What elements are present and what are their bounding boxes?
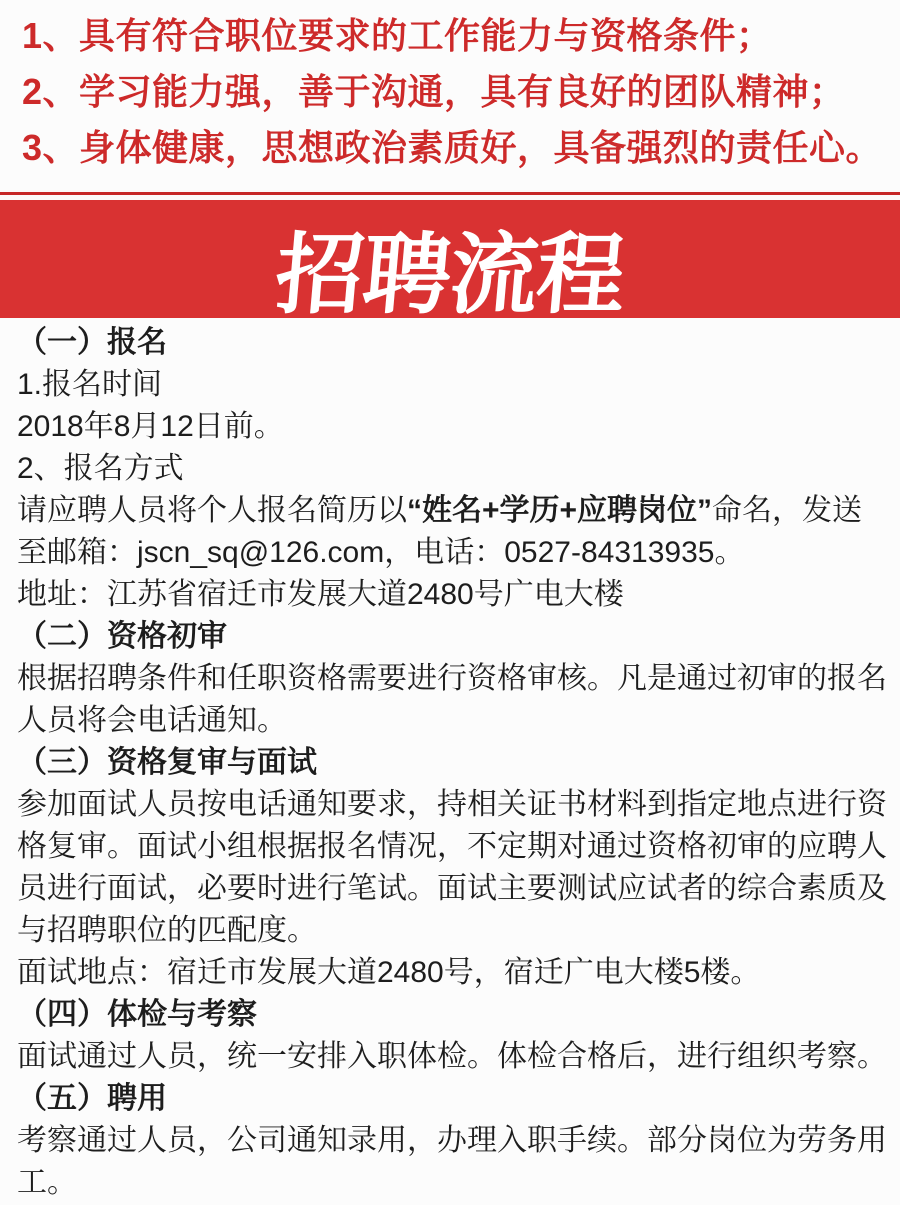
process-line — [17, 868, 887, 910]
text-segment: （三）资格复审与面试 — [17, 746, 317, 779]
process-line — [17, 448, 887, 490]
divider-line — [0, 192, 900, 195]
text-segment: 至邮箱：jscn_sq@126.com，电话：0527-84313935。 — [17, 536, 745, 569]
process-line — [17, 910, 887, 952]
text-segment: 2018年8月12日前。 — [17, 410, 284, 443]
text-segment: 参加面试人员按电话通知要求，持相关证书材料到指定地点进行资 — [17, 788, 887, 821]
process-section — [0, 318, 900, 1204]
process-line — [17, 658, 887, 700]
text-segment: 请应聘人员将个人报名简历以 — [17, 494, 407, 527]
process-line — [17, 574, 887, 616]
text-segment: 地址：江苏省宿迁市发展大道2480号广电大楼 — [17, 578, 624, 611]
process-line — [17, 1036, 887, 1078]
text-segment: “姓名+学历+应聘岗位” — [407, 494, 713, 527]
text-segment: 命名，发送 — [712, 494, 863, 527]
process-line — [17, 364, 887, 406]
text-segment: （二）资格初审 — [17, 620, 227, 653]
text-segment: （一）报名 — [17, 326, 167, 359]
process-line — [17, 490, 887, 532]
text-segment: 考察通过人员，公司通知录用，办理入职手续。部分岗位为劳务用 — [17, 1124, 887, 1157]
text-segment: 2、报名方式 — [17, 452, 184, 485]
text-segment: 面试地点：宿迁市发展大道2480号，宿迁广电大楼5楼。 — [17, 956, 761, 989]
text-segment: 与招聘职位的匹配度。 — [17, 914, 317, 947]
text-segment: 1.报名时间 — [17, 368, 163, 401]
page-title: 招聘流程 — [271, 225, 629, 324]
requirement-line: 3、身体健康，思想政治素质好，具备强烈的责任心。 — [22, 127, 883, 168]
text-segment: 格复审。面试小组根据报名情况，不定期对通过资格初审的应聘人 — [17, 830, 887, 863]
process-line — [17, 826, 887, 868]
banner — [0, 200, 900, 324]
requirement-line: 1、具有符合职位要求的工作能力与资格条件； — [22, 15, 773, 56]
process-line — [17, 1162, 887, 1204]
text-segment: 人员将会电话通知。 — [17, 704, 287, 737]
text-segment: （四）体检与考察 — [17, 998, 257, 1031]
requirements-section — [0, 0, 900, 192]
process-line — [17, 952, 887, 994]
text-segment: 工。 — [17, 1166, 77, 1199]
section-heading — [17, 322, 887, 364]
process-line — [17, 1120, 887, 1162]
text-segment: 根据招聘条件和任职资格需要进行资格审核。凡是通过初审的报名 — [17, 662, 887, 695]
process-line — [17, 784, 887, 826]
section-heading — [17, 616, 887, 658]
process-line — [17, 700, 887, 742]
process-line — [17, 532, 887, 574]
text-segment: 员进行面试，必要时进行笔试。面试主要测试应试者的综合素质及 — [17, 872, 887, 905]
text-segment: （五）聘用 — [17, 1082, 167, 1115]
section-heading — [17, 742, 887, 784]
section-heading — [17, 1078, 887, 1120]
section-heading — [17, 994, 887, 1036]
text-segment: 面试通过人员，统一安排入职体检。体检合格后，进行组织考察。 — [17, 1040, 887, 1073]
requirement-line: 2、学习能力强，善于沟通，具有良好的团队精神； — [22, 71, 846, 112]
process-line — [17, 406, 887, 448]
